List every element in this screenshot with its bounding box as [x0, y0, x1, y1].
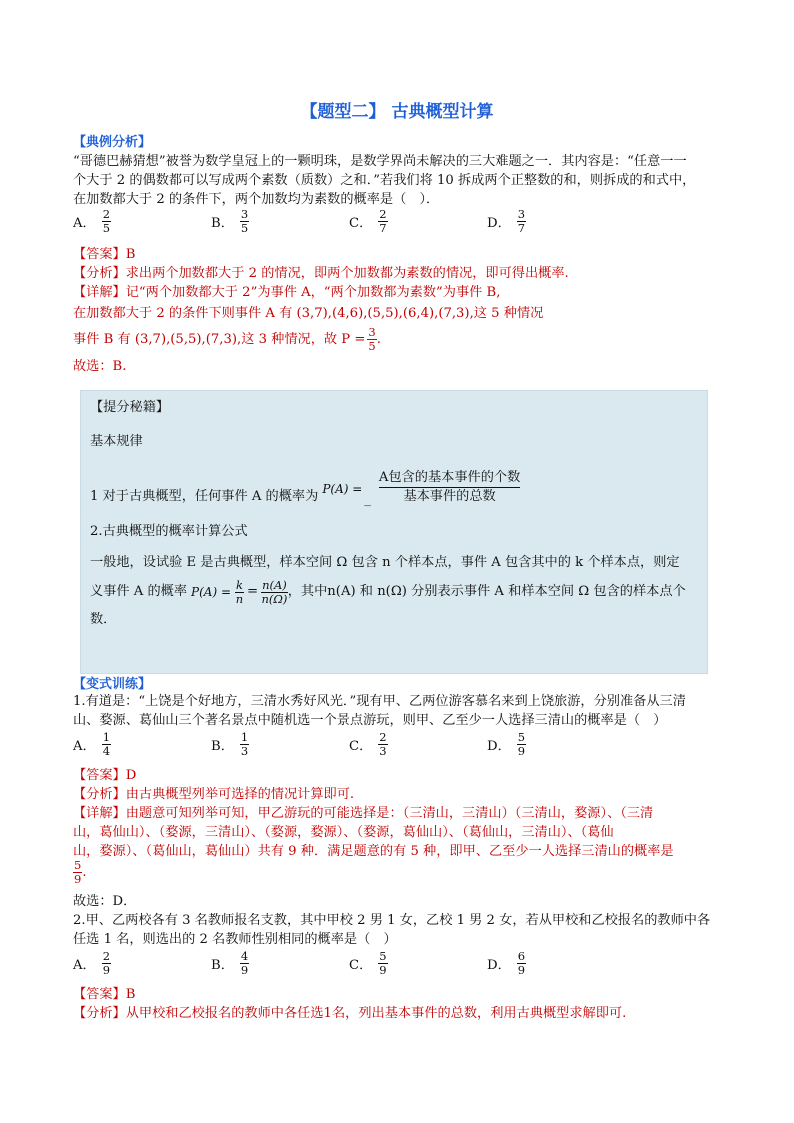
question-line: 在加数都大于 2 的条件下，两个加数均为素数的概率是（ ）． — [73, 192, 440, 207]
tips-box — [80, 390, 708, 674]
rule-2-line: 数． — [90, 612, 117, 627]
example-heading: 【典例分析】 — [73, 135, 152, 150]
detail-line: 山，婺源）、（葛仙山，葛仙山）共有 9 种．满足题意的有 5 种，即甲、乙至少一人选择三清山的概率是 — [73, 844, 674, 859]
option-b: B． $\frac{4}{9}$ — [211, 949, 249, 977]
rule-2-heading: 2.古典概型的概率计算公式 — [90, 524, 248, 539]
analysis-line: 【分析】从甲校和乙校报名的教师中各任选1名，列出基本事件的总数，利用古典概型求解即可. — [73, 1006, 627, 1021]
option-b: B． $\frac{3}{5}$ — [211, 207, 249, 235]
conclusion: 故选：B. — [73, 359, 127, 374]
answer-line: 【答案】B — [73, 247, 136, 262]
tips-heading: 【提分秘籍】 — [90, 400, 170, 415]
option-d: D． $\frac{5}{9}$ — [487, 730, 526, 758]
option-c: C． $\frac{5}{9}$ — [349, 949, 387, 977]
question-line: 1.有道是：“上饶是个好地方，三清水秀好风光．”现有甲、乙两位游客慕名来到上饶旅游，分别准备从三清 — [73, 694, 686, 709]
detail-fraction: $\frac{5}{9}$ . — [74, 858, 87, 886]
option-c: C． $\frac{2}{3}$ — [349, 730, 387, 758]
answer-line: 【答案】D — [73, 768, 137, 783]
detail-line: 山，葛仙山）、（婺源，三清山）、（婺源，婺源）、（婺源，葛仙山）、（葛仙山，三清山）、（葛仙 — [73, 825, 614, 840]
answer-line: 【答案】B — [73, 987, 136, 1002]
rule-1: 1 对于古典概型，任何事件 A 的概率为 P(A) = _ A包含的基本事件的个数 基本事件的总数 — [90, 469, 521, 507]
option-a: A． $\frac{2}{5}$ — [73, 207, 111, 235]
option-d: D． $\frac{3}{7}$ — [487, 207, 526, 235]
conclusion: 故选：D． — [73, 894, 137, 909]
question-line: 个大于 2 的偶数都可以写成两个素数（质数）之和．”若我们将 10 拆成两个正整数的和，则拆成的和式中， — [73, 173, 696, 188]
page-title: 【题型二】 古典概型计算 — [300, 102, 494, 122]
option-c: C． $\frac{2}{7}$ — [349, 207, 387, 235]
option-b: B． $\frac{1}{3}$ — [211, 730, 249, 758]
tips-subheading: 基本规律 — [90, 434, 143, 449]
detail-line: 【详解】由题意可知列举可知，甲乙游玩的可能选择是：（三清山，三清山）（三清山，婺源）、（三清 — [73, 806, 654, 821]
rule-2-formula: 义事件 A 的概率 P(A) = $\frac{k}{n}$ = $\frac{n(A)}{n(\Omega)}$ ，其中n(A) 和 n(Ω) 分别表示事件 A 和样本空间 Ω 包含的样本点个 — [90, 577, 686, 606]
question-line: “哥德巴赫猜想”被誉为数学皇冠上的一颗明珠，是数学界尚未解决的三大难题之一．其内容是：“任意一一 — [73, 154, 687, 169]
rule-2-line: 一般地，设试验 E 是古典概型，样本空间 Ω 包含 n 个样本点，事件 A 包含其中的 k 个样本点，则定 — [90, 555, 680, 570]
question-line: 任选 1 名，则选出的 2 名教师性别相同的概率是（ ） — [73, 932, 397, 947]
option-a: A． $\frac{2}{9}$ — [73, 949, 111, 977]
option-d: D． $\frac{6}{9}$ — [487, 949, 526, 977]
practice-heading: 【变式训练】 — [73, 677, 152, 692]
question-line: 山、婺源、葛仙山三个著名景点中随机选一个景点游玩，则甲、乙至少一人选择三清山的概率是（ ） — [73, 713, 667, 728]
option-a: A． $\frac{1}{4}$ — [73, 730, 111, 758]
analysis-line: 【分析】求出两个加数都大于 2 的情况，即两个加数都为素数的情况，即可得出概率. — [73, 266, 569, 281]
detail-line: 【详解】记“两个加数都大于 2”为事件 A，“两个加数都为素数”为事件 B, — [73, 285, 501, 300]
detail-line: 在加数都大于 2 的条件下则事件 A 有 (3,7),(4,6),(5,5),(6,4),(7,3),这 5 种情况 — [73, 306, 544, 321]
question-line: 2.甲、乙两校各有 3 名教师报名支教，其中甲校 2 男 1 女，乙校 1 男 2 女，若从甲校和乙校报名的教师中各 — [73, 913, 711, 928]
analysis-line: 【分析】由古典概型列举可选择的情况计算即可. — [73, 787, 355, 802]
detail-line: 事件 B 有 (3,7),(5,5),(7,3),这 3 种情况，故 P = $\frac{3}{5}$ . — [73, 325, 381, 353]
